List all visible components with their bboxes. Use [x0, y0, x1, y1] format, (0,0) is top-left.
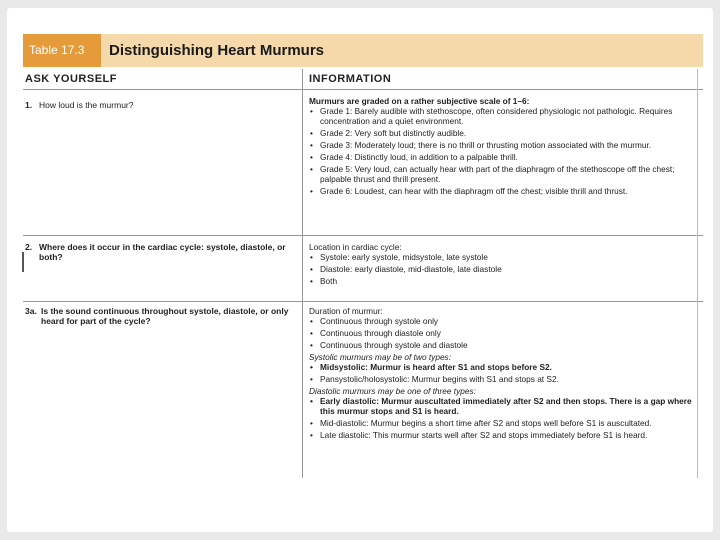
list-item: • Continuous through systole only — [309, 316, 693, 326]
question-2 — [23, 242, 293, 262]
column-header-ask: ASK YOURSELF — [25, 73, 117, 85]
list-item: • Grade 3: Moderately loud; there is no thrill or thrusting motion associated with the murmur. — [309, 140, 693, 150]
list-item: • Both — [309, 276, 693, 286]
list-item: • Diastole: early diastole, mid-diastole, late diastole — [309, 264, 693, 274]
table-number: Table 17.3 — [23, 34, 101, 67]
list-item: • Continuous through diastole only — [309, 328, 693, 338]
side-mark — [22, 252, 24, 272]
info-intro: Murmurs are graded on a rather subjective scale of 1–6: — [309, 96, 530, 106]
row-divider — [23, 301, 703, 302]
list-item: • Grade 4: Distinctly loud, in addition to a palpable thrill. — [309, 152, 693, 162]
question-text: How loud is the murmur? — [39, 100, 134, 110]
info-intro: Duration of murmur: — [309, 306, 383, 316]
murmur-table — [23, 34, 703, 478]
list-item: • Mid-diastolic: Murmur begins a short time after S2 and stops well before S1 is auscultated. — [309, 418, 693, 428]
list-item: • Systole: early systole, midsystole, late systole — [309, 252, 693, 262]
info-3a — [309, 306, 693, 442]
table-title-bar — [23, 34, 703, 67]
column-header-info: INFORMATION — [309, 73, 392, 85]
info-1 — [309, 96, 693, 198]
duration-list — [309, 316, 693, 350]
row-divider — [23, 235, 703, 236]
info-intro: Location in cardiac cycle: — [309, 242, 402, 252]
question-number: 3a. — [25, 306, 37, 316]
column-divider — [302, 69, 303, 478]
question-1 — [23, 100, 293, 110]
question-number: 1. — [25, 100, 33, 110]
header-divider — [23, 89, 703, 90]
table-title: Distinguishing Heart Murmurs — [109, 42, 325, 59]
question-text: Is the sound continuous throughout systole, diastole, or only heard for part of the cycle? — [41, 306, 289, 326]
list-item: • Pansystolic/holosystolic: Murmur begins with S1 and stops at S2. — [309, 374, 693, 384]
systolic-heading: Systolic murmurs may be of two types: — [309, 352, 452, 362]
right-border — [697, 69, 698, 478]
systolic-list — [309, 362, 693, 384]
question-text: Where does it occur in the cardiac cycle: systole, diastole, or both? — [39, 242, 286, 262]
slide — [7, 8, 713, 532]
cycle-list — [309, 252, 693, 286]
grade-list — [309, 106, 693, 196]
list-item: • Midsystolic: Murmur is heard after S1 and stops before S2. — [309, 362, 693, 372]
list-item: • Late diastolic: This murmur starts well after S2 and stops immediately before S1 is heard. — [309, 430, 693, 440]
question-3a — [23, 306, 293, 326]
list-item: • Continuous through systole and diastole — [309, 340, 693, 350]
list-item: • Grade 2: Very soft but distinctly audible. — [309, 128, 693, 138]
list-item: • Grade 6: Loudest, can hear with the diaphragm off the chest; visible thrill and thrust. — [309, 186, 693, 196]
info-2 — [309, 242, 693, 288]
diastolic-heading: Diastolic murmurs may be one of three types: — [309, 386, 476, 396]
list-item: • Early diastolic: Murmur auscultated immediately after S2 and then stops. There is a gap where this murmur stops and S1 is heard. — [309, 396, 693, 416]
list-item: • Grade 5: Very loud, can actually hear with part of the diaphragm of the stethoscope off the chest; palpable thrust and thrill present. — [309, 164, 693, 184]
diastolic-list — [309, 396, 693, 440]
question-number: 2. — [25, 242, 33, 252]
list-item: • Grade 1: Barely audible with stethoscope, often considered physiologic not pathologic. Requires concentration and a quiet environment. — [309, 106, 693, 126]
